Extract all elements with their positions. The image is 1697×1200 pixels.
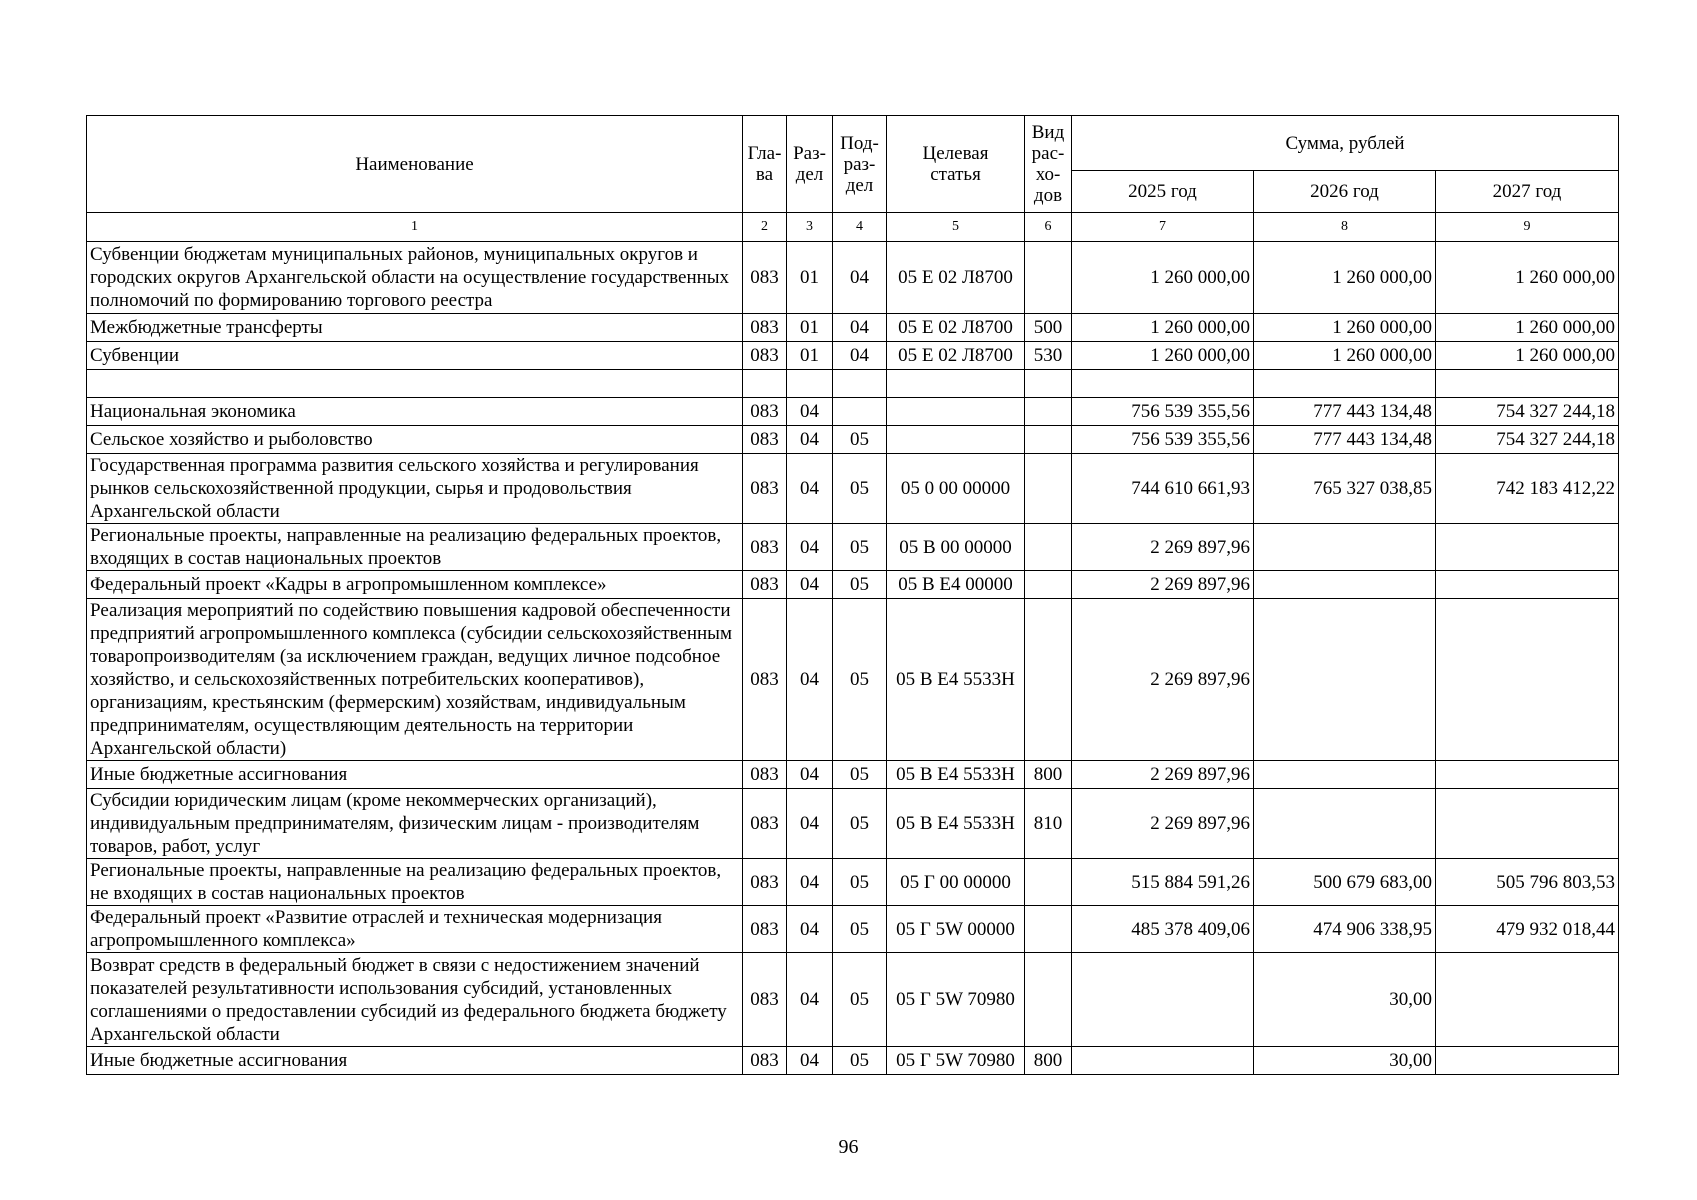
cell-name: Субвенции бюджетам муниципальных районов, муниципальных округов и городских округов Архангельской области на осуществление государственных полномочий по формированию торгового реестра: [87, 242, 743, 314]
cell-y2026: 777 443 134,48: [1254, 426, 1436, 454]
cell-name: Федеральный проект «Кадры в агропромышленном комплексе»: [87, 571, 743, 599]
cell-tselevaya: [887, 370, 1025, 398]
cell-glava: 083: [743, 599, 787, 761]
cell-podrazdel: 04: [833, 242, 887, 314]
cell-y2026: 30,00: [1254, 953, 1436, 1047]
cell-podrazdel: 05: [833, 859, 887, 906]
cell-y2026: 1 260 000,00: [1254, 242, 1436, 314]
cell-y2025: 2 269 897,96: [1072, 524, 1254, 571]
cell-tselevaya: [887, 398, 1025, 426]
col-number: 9: [1436, 213, 1619, 242]
cell-y2027: 505 796 803,53: [1436, 859, 1619, 906]
col-number: 1: [87, 213, 743, 242]
cell-name: Иные бюджетные ассигнования: [87, 1047, 743, 1075]
cell-y2025: 756 539 355,56: [1072, 426, 1254, 454]
table-row: [87, 342, 1619, 370]
cell-tselevaya: 05 Е 02 Л8700: [887, 342, 1025, 370]
cell-y2027: 754 327 244,18: [1436, 398, 1619, 426]
table-row: [87, 398, 1619, 426]
cell-glava: 083: [743, 761, 787, 789]
cell-y2026: 474 906 338,95: [1254, 906, 1436, 953]
table-row: [87, 1047, 1619, 1075]
cell-podrazdel: 05: [833, 789, 887, 859]
header-glava: Гла- ва: [743, 116, 787, 213]
header-tselevaya: Целевая статья: [887, 116, 1025, 213]
cell-glava: 083: [743, 789, 787, 859]
cell-y2025: 2 269 897,96: [1072, 789, 1254, 859]
cell-y2026: 1 260 000,00: [1254, 314, 1436, 342]
cell-y2026: [1254, 524, 1436, 571]
cell-name: Субвенции: [87, 342, 743, 370]
cell-razdel: 04: [787, 906, 833, 953]
table-row: [87, 571, 1619, 599]
table-row: [87, 524, 1619, 571]
cell-y2027: [1436, 370, 1619, 398]
cell-razdel: 01: [787, 242, 833, 314]
cell-y2025: 515 884 591,26: [1072, 859, 1254, 906]
cell-name: Возврат средств в федеральный бюджет в связи с недостижением значений показателей результативности использования субсидий, установленных соглашениями о предоставлении субсидий из федерального бюджета бюджету Архангельской области: [87, 953, 743, 1047]
cell-tselevaya: 05 Г 00 00000: [887, 859, 1025, 906]
cell-y2025: 744 610 661,93: [1072, 454, 1254, 524]
cell-vid: [1025, 859, 1072, 906]
cell-y2027: [1436, 789, 1619, 859]
table-row: [87, 314, 1619, 342]
cell-y2026: 500 679 683,00: [1254, 859, 1436, 906]
col-number: 2: [743, 213, 787, 242]
cell-vid: [1025, 454, 1072, 524]
cell-vid: 810: [1025, 789, 1072, 859]
header-vid: Вид рас- хо- дов: [1025, 116, 1072, 213]
cell-y2025: 756 539 355,56: [1072, 398, 1254, 426]
cell-podrazdel: 04: [833, 342, 887, 370]
cell-vid: [1025, 370, 1072, 398]
cell-name: Федеральный проект «Развитие отраслей и техническая модернизация агропромышленного комплекса»: [87, 906, 743, 953]
cell-y2027: [1436, 599, 1619, 761]
cell-tselevaya: 05 Г 5W 70980: [887, 953, 1025, 1047]
cell-razdel: 01: [787, 342, 833, 370]
cell-name: Реализация мероприятий по содействию повышения кадровой обеспеченности предприятий агропромышленного комплекса (субсидии сельскохозяйственным товаропроизводителям (за исключением граждан, ведущих личное подсобное хозяйство, и сельскохозяйственных потребительских кооперативов), организациям, крестьянским (фермерским) хозяйствам, индивидуальным предпринимателям, осуществляющим деятельность на территории Архангельской области): [87, 599, 743, 761]
cell-podrazdel: [833, 370, 887, 398]
cell-razdel: 04: [787, 859, 833, 906]
cell-y2027: [1436, 953, 1619, 1047]
header-year-2025: 2025 год: [1072, 171, 1254, 213]
cell-y2027: [1436, 524, 1619, 571]
cell-razdel: 04: [787, 761, 833, 789]
cell-vid: [1025, 242, 1072, 314]
cell-razdel: 01: [787, 314, 833, 342]
cell-name: Иные бюджетные ассигнования: [87, 761, 743, 789]
col-number: 8: [1254, 213, 1436, 242]
cell-vid: [1025, 571, 1072, 599]
cell-name: [87, 370, 743, 398]
page-number: 96: [838, 1136, 859, 1158]
cell-glava: 083: [743, 1047, 787, 1075]
cell-y2025: [1072, 370, 1254, 398]
table-row: [87, 906, 1619, 953]
cell-tselevaya: 05 В 00 00000: [887, 524, 1025, 571]
cell-podrazdel: 05: [833, 571, 887, 599]
cell-name: Государственная программа развития сельского хозяйства и регулирования рынков сельскохозяйственной продукции, сырья и продовольствия Архангельской области: [87, 454, 743, 524]
cell-y2026: [1254, 761, 1436, 789]
header-summa: Сумма, рублей: [1072, 116, 1619, 171]
cell-y2026: 1 260 000,00: [1254, 342, 1436, 370]
cell-glava: 083: [743, 524, 787, 571]
cell-y2025: 2 269 897,96: [1072, 571, 1254, 599]
table-row: [87, 599, 1619, 761]
table-row: [87, 761, 1619, 789]
cell-glava: 083: [743, 859, 787, 906]
cell-y2027: 479 932 018,44: [1436, 906, 1619, 953]
cell-podrazdel: [833, 398, 887, 426]
cell-y2027: 754 327 244,18: [1436, 426, 1619, 454]
cell-podrazdel: 05: [833, 906, 887, 953]
cell-y2025: [1072, 1047, 1254, 1075]
col-number: 4: [833, 213, 887, 242]
cell-y2025: 1 260 000,00: [1072, 342, 1254, 370]
cell-podrazdel: 05: [833, 426, 887, 454]
header-podrazdel: Под- раз- дел: [833, 116, 887, 213]
table-row: [87, 370, 1619, 398]
cell-vid: 800: [1025, 1047, 1072, 1075]
cell-glava: 083: [743, 342, 787, 370]
cell-vid: [1025, 599, 1072, 761]
cell-vid: 800: [1025, 761, 1072, 789]
cell-y2025: 1 260 000,00: [1072, 242, 1254, 314]
budget-table: [86, 115, 1619, 1075]
cell-y2027: [1436, 761, 1619, 789]
col-number: 5: [887, 213, 1025, 242]
cell-glava: 083: [743, 454, 787, 524]
cell-razdel: 04: [787, 524, 833, 571]
cell-tselevaya: 05 В Е4 5533Н: [887, 789, 1025, 859]
cell-razdel: 04: [787, 454, 833, 524]
cell-glava: 083: [743, 426, 787, 454]
table-row: [87, 859, 1619, 906]
header-razdel: Раз- дел: [787, 116, 833, 213]
cell-name: Национальная экономика: [87, 398, 743, 426]
table-row: [87, 242, 1619, 314]
cell-tselevaya: [887, 426, 1025, 454]
cell-razdel: 04: [787, 599, 833, 761]
cell-podrazdel: 04: [833, 314, 887, 342]
cell-tselevaya: 05 В Е4 5533Н: [887, 761, 1025, 789]
cell-y2025: 485 378 409,06: [1072, 906, 1254, 953]
cell-vid: [1025, 426, 1072, 454]
cell-podrazdel: 05: [833, 761, 887, 789]
cell-vid: [1025, 953, 1072, 1047]
cell-podrazdel: 05: [833, 1047, 887, 1075]
cell-glava: 083: [743, 398, 787, 426]
cell-name: Региональные проекты, направленные на реализацию федеральных проектов, входящих в состав национальных проектов: [87, 524, 743, 571]
cell-name: Субсидии юридическим лицам (кроме некоммерческих организаций), индивидуальным предпринимателям, физическим лицам - производителям товаров, работ, услуг: [87, 789, 743, 859]
cell-glava: 083: [743, 242, 787, 314]
cell-vid: 500: [1025, 314, 1072, 342]
cell-vid: [1025, 524, 1072, 571]
cell-y2027: [1436, 571, 1619, 599]
header-year-2027: 2027 год: [1436, 171, 1619, 213]
cell-tselevaya: 05 В Е4 5533Н: [887, 599, 1025, 761]
cell-y2025: 2 269 897,96: [1072, 599, 1254, 761]
cell-podrazdel: 05: [833, 599, 887, 761]
cell-glava: 083: [743, 906, 787, 953]
cell-razdel: 04: [787, 426, 833, 454]
col-number: 3: [787, 213, 833, 242]
cell-podrazdel: 05: [833, 524, 887, 571]
cell-y2026: [1254, 599, 1436, 761]
cell-y2027: 742 183 412,22: [1436, 454, 1619, 524]
cell-podrazdel: 05: [833, 953, 887, 1047]
table-body: [87, 242, 1619, 1075]
cell-y2026: [1254, 370, 1436, 398]
table-row: [87, 454, 1619, 524]
cell-tselevaya: 05 Е 02 Л8700: [887, 242, 1025, 314]
cell-tselevaya: 05 Е 02 Л8700: [887, 314, 1025, 342]
cell-y2025: [1072, 953, 1254, 1047]
cell-y2027: 1 260 000,00: [1436, 342, 1619, 370]
table-row: [87, 426, 1619, 454]
header-year-2026: 2026 год: [1254, 171, 1436, 213]
cell-y2025: 1 260 000,00: [1072, 314, 1254, 342]
cell-glava: 083: [743, 571, 787, 599]
cell-razdel: 04: [787, 953, 833, 1047]
table-row: [87, 953, 1619, 1047]
cell-y2026: 30,00: [1254, 1047, 1436, 1075]
cell-vid: [1025, 906, 1072, 953]
header-name: Наименование: [87, 116, 743, 213]
cell-y2027: 1 260 000,00: [1436, 242, 1619, 314]
cell-y2026: [1254, 789, 1436, 859]
cell-y2025: 2 269 897,96: [1072, 761, 1254, 789]
cell-name: Региональные проекты, направленные на реализацию федеральных проектов, не входящих в состав национальных проектов: [87, 859, 743, 906]
cell-razdel: 04: [787, 398, 833, 426]
cell-name: Сельское хозяйство и рыболовство: [87, 426, 743, 454]
cell-glava: 083: [743, 953, 787, 1047]
col-number: 6: [1025, 213, 1072, 242]
cell-glava: 083: [743, 314, 787, 342]
cell-vid: 530: [1025, 342, 1072, 370]
cell-y2026: [1254, 571, 1436, 599]
cell-razdel: 04: [787, 571, 833, 599]
cell-name: Межбюджетные трансферты: [87, 314, 743, 342]
cell-tselevaya: 05 0 00 00000: [887, 454, 1025, 524]
cell-tselevaya: 05 Г 5W 00000: [887, 906, 1025, 953]
cell-y2027: [1436, 1047, 1619, 1075]
col-number: 7: [1072, 213, 1254, 242]
cell-razdel: 04: [787, 789, 833, 859]
cell-y2026: 765 327 038,85: [1254, 454, 1436, 524]
cell-podrazdel: 05: [833, 454, 887, 524]
cell-razdel: [787, 370, 833, 398]
cell-vid: [1025, 398, 1072, 426]
cell-tselevaya: 05 В Е4 00000: [887, 571, 1025, 599]
cell-y2027: 1 260 000,00: [1436, 314, 1619, 342]
column-number-row: [87, 213, 1619, 242]
cell-y2026: 777 443 134,48: [1254, 398, 1436, 426]
cell-glava: [743, 370, 787, 398]
cell-razdel: 04: [787, 1047, 833, 1075]
cell-tselevaya: 05 Г 5W 70980: [887, 1047, 1025, 1075]
table-row: [87, 789, 1619, 859]
